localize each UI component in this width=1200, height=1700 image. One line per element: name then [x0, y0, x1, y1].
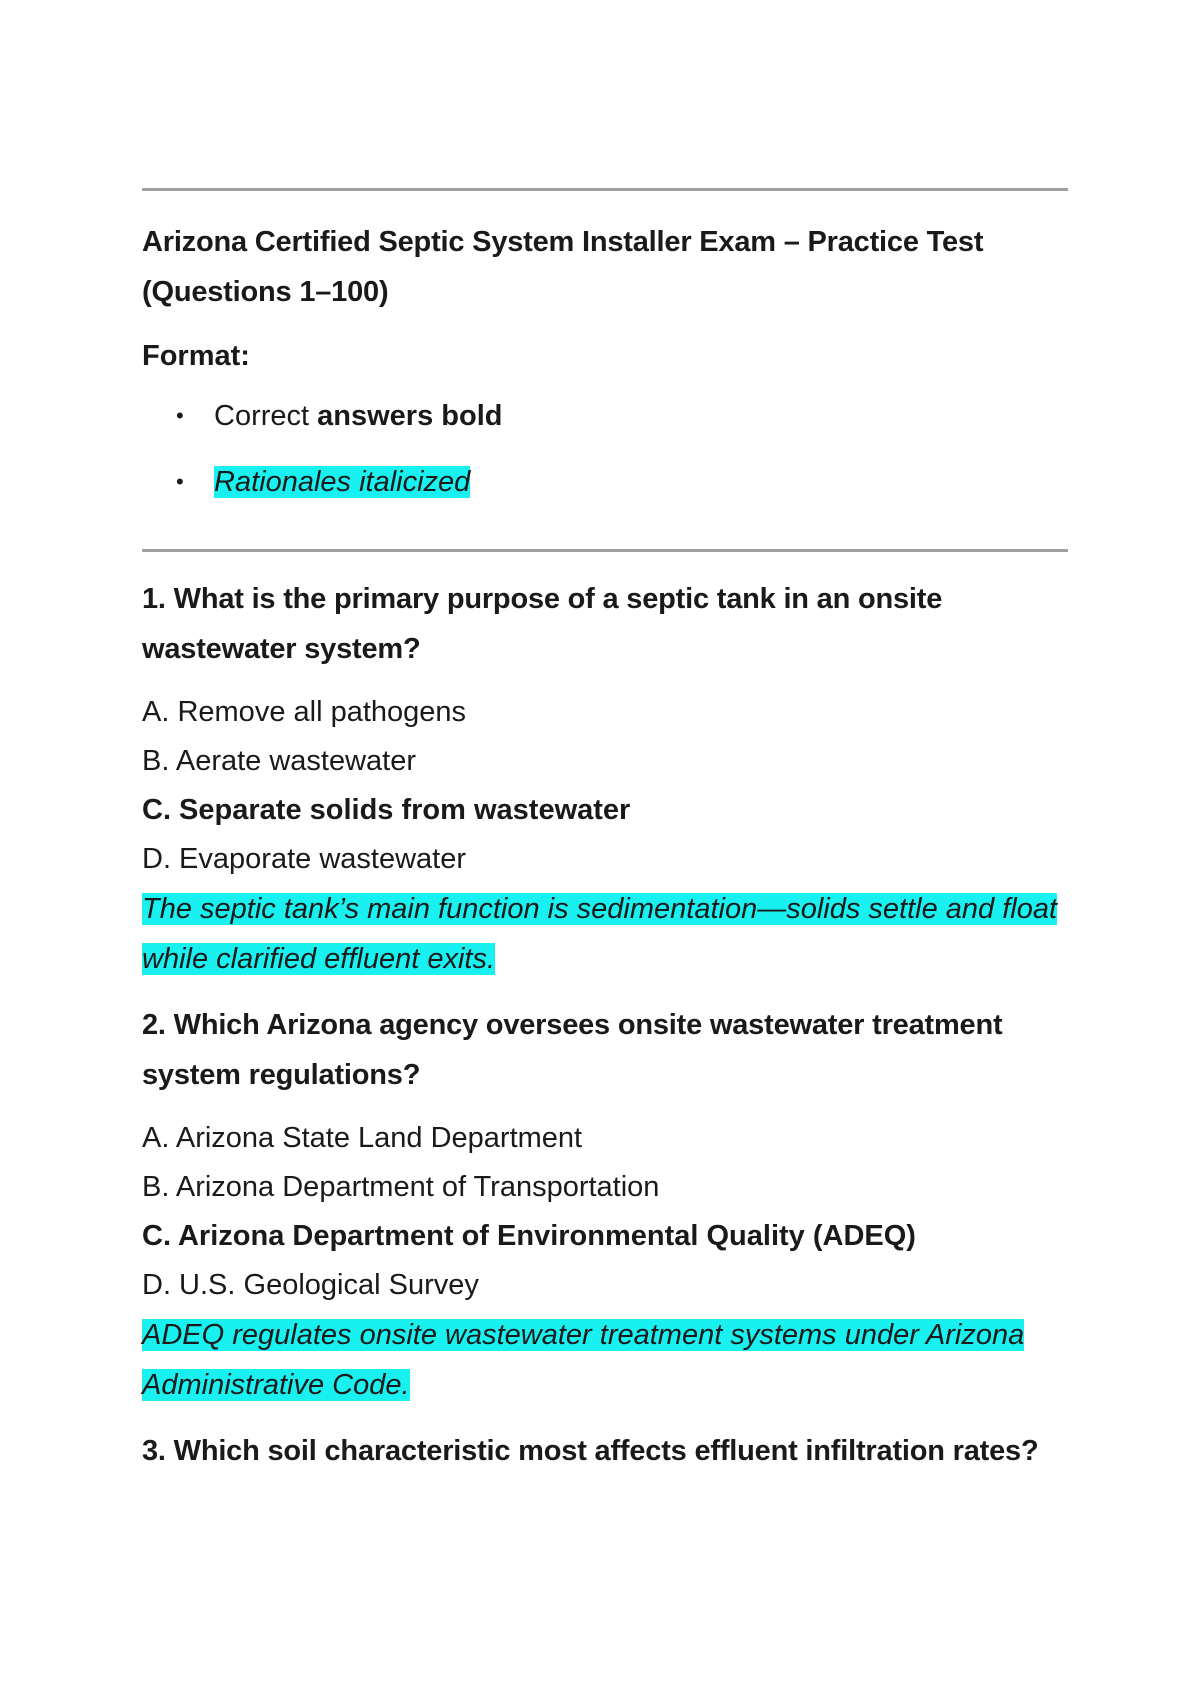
option-b: B. Arizona Department of Transportation	[142, 1171, 660, 1203]
question-text: 1. What is the primary purpose of a septic tank in an onsite wastewater system?	[142, 583, 943, 665]
option-a: A. Arizona State Land Department	[142, 1122, 583, 1154]
bullet-icon: •	[176, 469, 184, 494]
option-d: D. Evaporate wastewater	[142, 843, 466, 875]
document-page	[142, 188, 1068, 1476]
format-item-rationales	[142, 457, 1068, 507]
bullet-icon: •	[176, 403, 184, 428]
question-2	[142, 1000, 1068, 1410]
rationale-text: The septic tank’s main function is sedimentation—solids settle and float while clarified effluent exits.	[142, 893, 1058, 975]
option-d: D. U.S. Geological Survey	[142, 1269, 479, 1301]
option-a: A. Remove all pathogens	[142, 696, 467, 728]
document-title: Arizona Certified Septic System Installer Exam – Practice Test (Questions 1–100)	[142, 226, 984, 308]
format-label: Format:	[142, 340, 250, 372]
format-item-italic-text: Rationales italicized	[214, 466, 471, 498]
rationale-text: ADEQ regulates onsite wastewater treatment systems under Arizona Administrative Code.	[142, 1319, 1025, 1401]
question-text: 3. Which soil characteristic most affects effluent infiltration rates?	[142, 1435, 1039, 1467]
question-3	[142, 1426, 1068, 1476]
answer-options	[142, 688, 1068, 884]
option-c-correct: C. Arizona Department of Environmental Quality (ADEQ)	[142, 1220, 916, 1252]
format-item-correct-answers	[142, 391, 1068, 441]
question-text: 2. Which Arizona agency oversees onsite wastewater treatment system regulations?	[142, 1009, 1003, 1091]
horizontal-rule-top	[142, 188, 1068, 191]
format-item-bold-text: answers bold	[317, 400, 503, 432]
answer-options	[142, 1114, 1068, 1310]
rationale	[142, 1310, 1068, 1410]
format-item-prefix: Correct	[214, 400, 318, 432]
format-list	[142, 391, 1068, 507]
horizontal-rule-middle	[142, 549, 1068, 552]
option-c-correct: C. Separate solids from wastewater	[142, 794, 631, 826]
questions-section	[142, 574, 1068, 1476]
option-b: B. Aerate wastewater	[142, 745, 417, 777]
question-1	[142, 574, 1068, 984]
rationale	[142, 884, 1068, 984]
